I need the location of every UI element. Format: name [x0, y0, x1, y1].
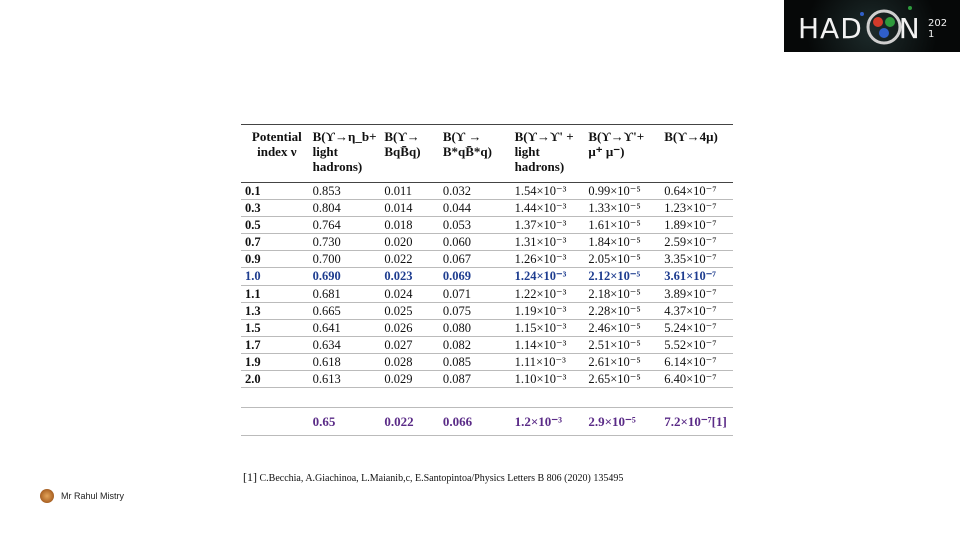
table-cell: 0.020 [384, 235, 413, 250]
branching-ratio-table [241, 124, 733, 436]
citation [243, 470, 623, 485]
table-cell: 1.44×10⁻³ [514, 201, 567, 216]
table-cell: 3.61×10⁻⁷ [664, 269, 717, 284]
cell-potential-index: 1.0 [245, 269, 261, 284]
table-cell: 0.082 [442, 337, 471, 352]
table-cell: 0.044 [442, 201, 471, 216]
average-cell: 2.9×10⁻⁵ [588, 413, 636, 429]
table-cell: 1.33×10⁻⁵ [588, 201, 641, 216]
table-cell: 0.804 [312, 201, 341, 216]
table-spacer-row [241, 388, 733, 408]
table-cell: 1.61×10⁻⁵ [588, 218, 641, 233]
table-cell: 0.027 [384, 337, 413, 352]
cell-potential-index: 2.0 [245, 372, 261, 387]
table-cell: 2.46×10⁻⁵ [588, 320, 641, 335]
table-cell: 1.19×10⁻³ [514, 303, 567, 318]
table-cell: 0.700 [312, 252, 341, 267]
table-cell: 2.05×10⁻⁵ [588, 252, 641, 267]
header-column: B(ϒ→ϒ'+ μ⁺ μ⁻) [588, 129, 645, 159]
table-cell: 0.032 [442, 184, 471, 198]
footer [40, 489, 124, 503]
table-cell: 1.23×10⁻⁷ [664, 201, 717, 216]
table-cell: 0.071 [442, 286, 471, 301]
table-header-row [241, 125, 733, 183]
table-cell: 5.52×10⁻⁷ [664, 337, 717, 352]
table-cell: 1.24×10⁻³ [514, 269, 567, 284]
table-cell: 0.080 [442, 320, 471, 335]
table-row [241, 251, 733, 268]
table-cell: 1.54×10⁻³ [514, 184, 567, 198]
table-row [241, 234, 733, 251]
table-row [241, 183, 733, 200]
header-potential-index: Potential index ν [251, 129, 302, 159]
average-cell: 1.2×10⁻³ [514, 413, 562, 429]
table-cell: 3.89×10⁻⁷ [664, 286, 717, 301]
logo-wordmark: HAD N [798, 12, 921, 45]
table-cell: 4.37×10⁻⁷ [664, 303, 717, 318]
header-column: B(ϒ→ϒ' + light hadrons) [514, 129, 574, 174]
table-row [241, 319, 733, 336]
table-cell: 1.22×10⁻³ [514, 286, 567, 301]
table-row [241, 371, 733, 388]
table-cell: 1.26×10⁻³ [514, 252, 567, 267]
table-cell: 6.40×10⁻⁷ [664, 372, 717, 387]
table-cell: 0.028 [384, 354, 413, 369]
table-cell: 0.690 [312, 269, 341, 284]
logo-year: 2021 [928, 18, 948, 40]
header-column: B(ϒ→η_b+ light hadrons) [312, 129, 377, 174]
table-cell: 2.51×10⁻⁵ [588, 337, 641, 352]
table-cell: 1.37×10⁻³ [514, 218, 567, 233]
spacer-cell [439, 388, 511, 408]
citation-text: C.Becchia, A.Giachinoa, L.Maianib,c, E.Santopintoa/Physics Letters B 806 (2020) 135495 [259, 473, 624, 484]
header-column: B(ϒ→4μ) [664, 129, 718, 144]
footer-author: Mr Rahul Mistry [61, 491, 125, 501]
table-row [241, 217, 733, 234]
table-row [241, 200, 733, 217]
table-row [241, 336, 733, 353]
table-cell: 0.025 [384, 303, 413, 318]
table-cell: 0.99×10⁻⁵ [588, 184, 641, 198]
table-cell: 0.64×10⁻⁷ [664, 184, 717, 198]
hadron-2021-logo [784, 0, 960, 52]
table-cell: 1.84×10⁻⁵ [588, 235, 641, 250]
table-cell: 2.18×10⁻⁵ [588, 286, 641, 301]
table-cell: 0.634 [312, 337, 341, 352]
table-row [241, 268, 733, 285]
table-cell: 0.665 [312, 303, 341, 318]
table-cell: 0.014 [384, 201, 413, 216]
table-average-row [241, 408, 733, 436]
table-cell: 5.24×10⁻⁷ [664, 320, 717, 335]
table-cell: 0.060 [442, 235, 471, 250]
cell-potential-index: 0.3 [245, 201, 261, 216]
table-cell: 0.026 [384, 320, 413, 335]
cell-potential-index: 1.3 [245, 303, 261, 318]
spacer-cell [511, 388, 585, 408]
table-cell: 0.730 [312, 235, 341, 250]
table-row [241, 302, 733, 319]
table-cell: 0.075 [442, 303, 471, 318]
table-cell: 0.681 [312, 286, 341, 301]
table-cell: 0.087 [442, 372, 471, 387]
table-cell: 2.61×10⁻⁵ [588, 354, 641, 369]
institution-seal-icon [40, 489, 54, 503]
table-cell: 2.28×10⁻⁵ [588, 303, 641, 318]
header-column: B(ϒ→ BqB̄q) [384, 129, 421, 159]
average-cell [241, 408, 309, 436]
table-cell: 0.022 [384, 252, 413, 267]
table-cell: 1.10×10⁻³ [514, 372, 567, 387]
table-cell: 1.89×10⁻⁷ [664, 218, 717, 233]
spacer-cell [660, 388, 733, 408]
table-cell: 0.853 [312, 184, 341, 198]
table-row [241, 285, 733, 302]
table-cell: 0.069 [442, 269, 471, 284]
table-cell: 1.11×10⁻³ [514, 354, 566, 369]
cell-potential-index: 0.9 [245, 252, 261, 267]
average-cell: 0.066 [442, 413, 473, 429]
average-cell: 7.2×10⁻⁷[1] [664, 413, 727, 429]
table-cell: 1.15×10⁻³ [514, 320, 567, 335]
table-cell: 0.067 [442, 252, 471, 267]
citation-ref: [1] [243, 470, 257, 484]
table-cell: 1.31×10⁻³ [514, 235, 567, 250]
table-cell: 0.618 [312, 354, 341, 369]
table-cell: 2.65×10⁻⁵ [588, 372, 641, 387]
table-cell: 0.085 [442, 354, 471, 369]
cell-potential-index: 0.7 [245, 235, 261, 250]
spacer-cell [241, 388, 309, 408]
cell-potential-index: 0.5 [245, 218, 261, 233]
table-cell: 0.029 [384, 372, 413, 387]
table-body [241, 183, 733, 436]
table-cell: 0.024 [384, 286, 413, 301]
table-cell: 2.12×10⁻⁵ [588, 269, 641, 284]
table-cell: 0.053 [442, 218, 471, 233]
cell-potential-index: 0.1 [245, 184, 261, 198]
table-row [241, 353, 733, 370]
spacer-cell [309, 388, 381, 408]
header-column: B(ϒ → B*qB̄*q) [442, 129, 492, 159]
table-cell: 0.023 [384, 269, 413, 284]
cell-potential-index: 1.7 [245, 337, 261, 352]
spacer-cell [584, 388, 660, 408]
table-cell: 0.011 [384, 184, 413, 198]
average-cell: 0.65 [312, 413, 336, 429]
branching-ratio-table-container [241, 124, 733, 436]
cell-potential-index: 1.1 [245, 286, 261, 301]
table-cell: 2.59×10⁻⁷ [664, 235, 717, 250]
spacer-cell [380, 388, 438, 408]
table-cell: 6.14×10⁻⁷ [664, 354, 717, 369]
table-cell: 0.764 [312, 218, 341, 233]
table-cell: 3.35×10⁻⁷ [664, 252, 717, 267]
table-cell: 0.613 [312, 372, 341, 387]
average-cell: 0.022 [384, 413, 414, 429]
cell-potential-index: 1.9 [245, 354, 261, 369]
table-cell: 0.018 [384, 218, 413, 233]
table-cell: 0.641 [312, 320, 341, 335]
cell-potential-index: 1.5 [245, 320, 261, 335]
table-cell: 1.14×10⁻³ [514, 337, 567, 352]
